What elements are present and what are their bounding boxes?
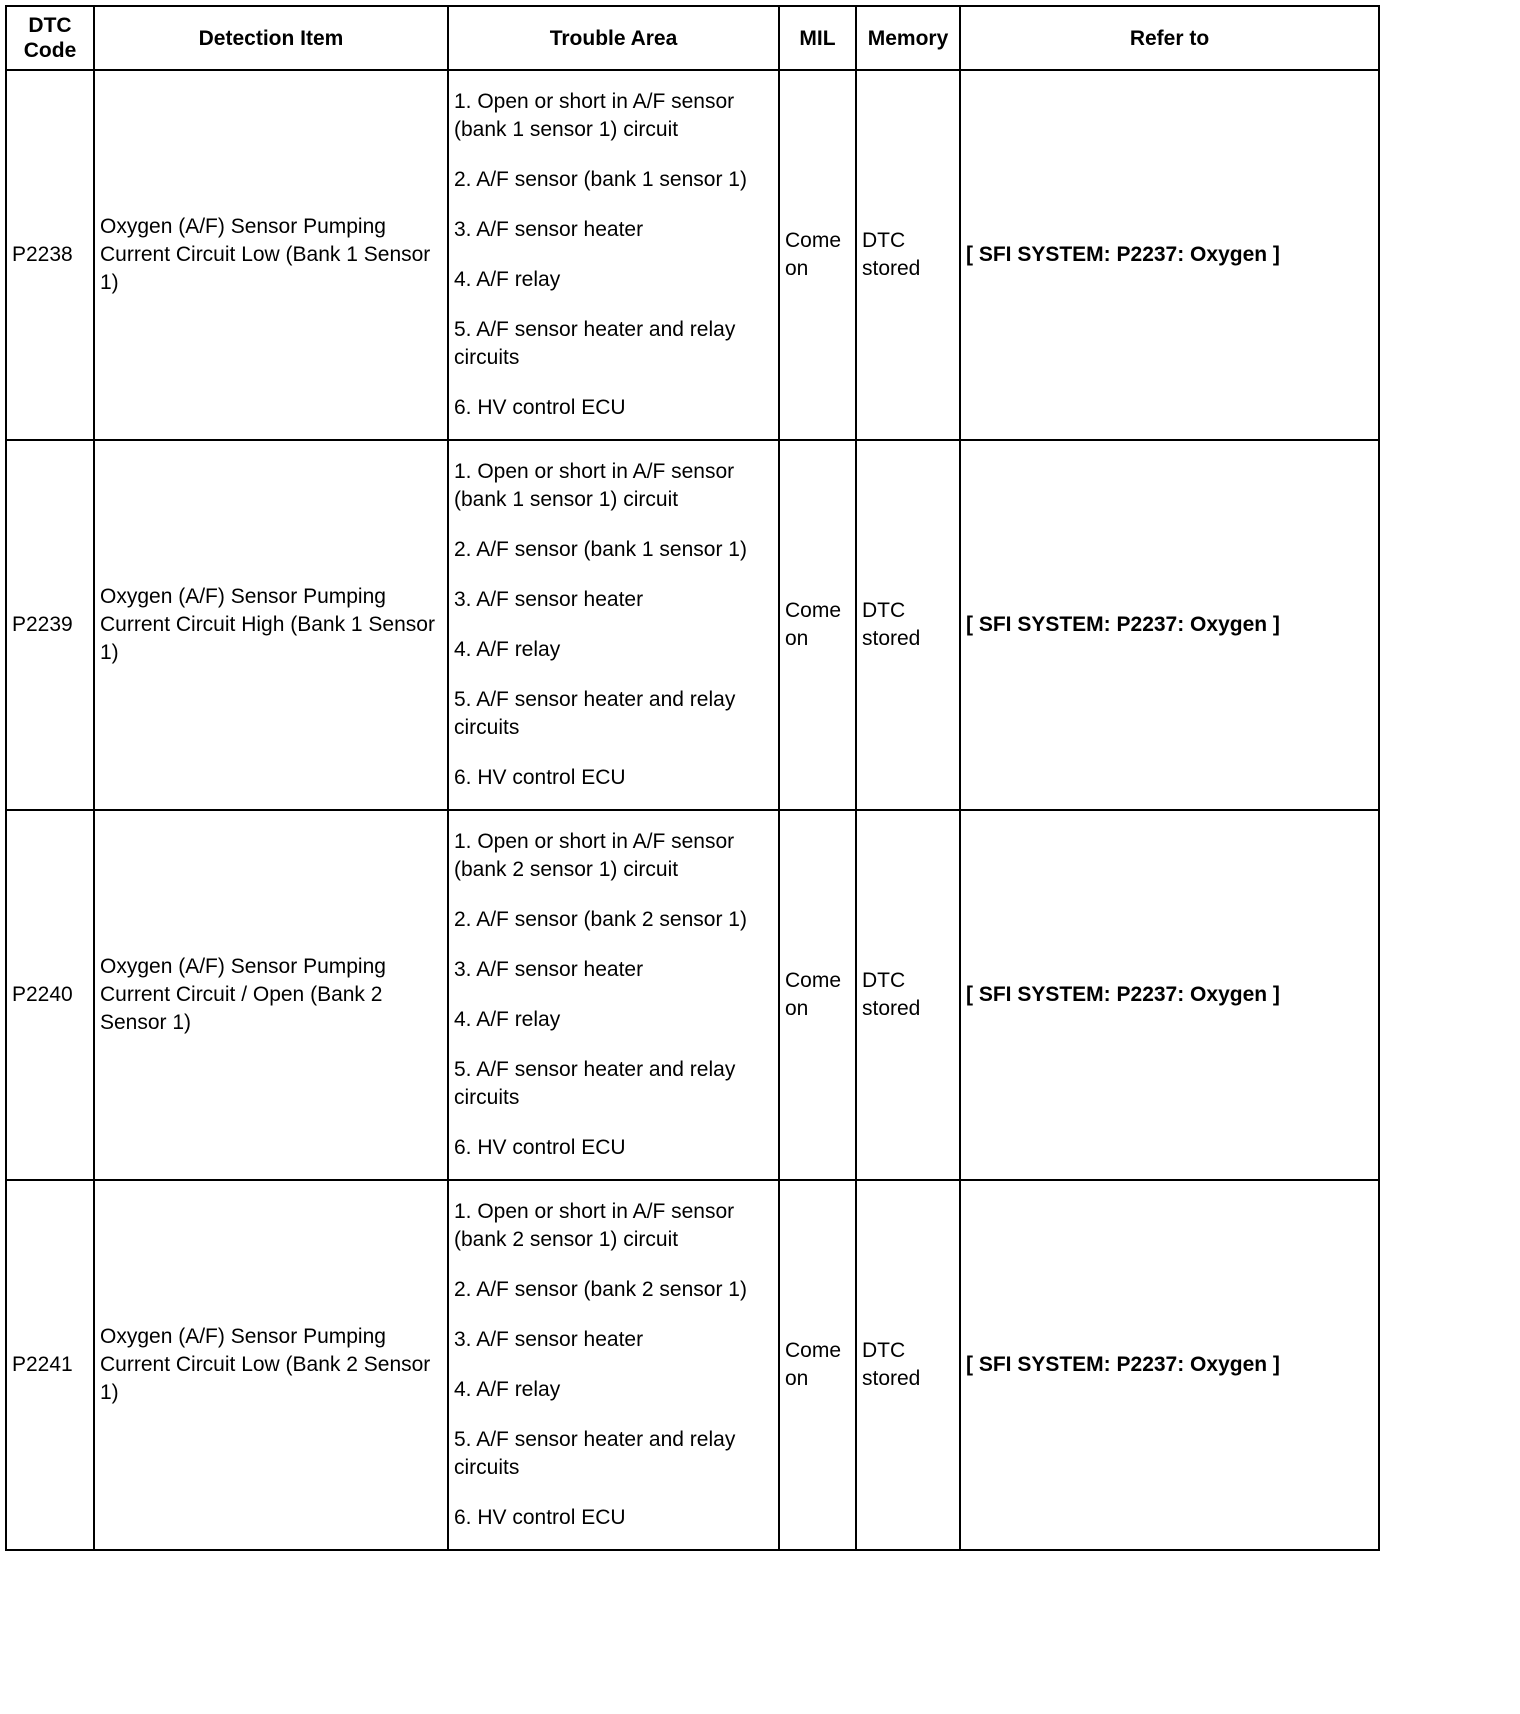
detection-item-cell: Oxygen (A/F) Sensor Pumping Current Circuit High (Bank 1 Sensor 1) [94, 440, 448, 810]
header-refer-to: Refer to [960, 6, 1379, 70]
header-memory: Memory [856, 6, 960, 70]
trouble-area-item: 5. A/F sensor heater and relay circuits [454, 1428, 736, 1479]
memory-cell: DTC stored [856, 440, 960, 810]
trouble-area-item: 2. A/F sensor (bank 2 sensor 1) [454, 1278, 747, 1301]
trouble-area-item: 6. HV control ECU [454, 766, 626, 789]
mil-cell: Come on [779, 70, 856, 440]
trouble-area-item: 4. A/F relay [454, 268, 561, 291]
detection-item-cell: Oxygen (A/F) Sensor Pumping Current Circuit Low (Bank 1 Sensor 1) [94, 70, 448, 440]
table-row [6, 70, 1379, 440]
trouble-area-item: 6. HV control ECU [454, 1506, 626, 1529]
trouble-area-item: 1. Open or short in A/F sensor (bank 1 sensor 1) circuit [454, 460, 735, 511]
trouble-area-list [454, 828, 773, 1162]
trouble-area-item: 4. A/F relay [454, 638, 561, 661]
table-row [6, 1180, 1379, 1550]
header-dtc-code: DTC Code [6, 6, 94, 70]
dtc-code-cell: P2241 [6, 1180, 94, 1550]
header-detection-item: Detection Item [94, 6, 448, 70]
trouble-area-item: 5. A/F sensor heater and relay circuits [454, 688, 736, 739]
refer-to-link[interactable]: [ SFI SYSTEM: P2237: Oxygen ] [960, 70, 1379, 440]
header-mil: MIL [779, 6, 856, 70]
trouble-area-item: 1. Open or short in A/F sensor (bank 1 sensor 1) circuit [454, 90, 735, 141]
trouble-area-cell [448, 1180, 779, 1550]
trouble-area-item: 3. A/F sensor heater [454, 1328, 644, 1351]
mil-cell: Come on [779, 440, 856, 810]
dtc-table [5, 5, 1380, 1551]
detection-item-cell: Oxygen (A/F) Sensor Pumping Current Circuit / Open (Bank 2 Sensor 1) [94, 810, 448, 1180]
trouble-area-list [454, 88, 773, 422]
trouble-area-list [454, 1198, 773, 1532]
refer-to-link[interactable]: [ SFI SYSTEM: P2237: Oxygen ] [960, 440, 1379, 810]
trouble-area-item: 3. A/F sensor heater [454, 218, 644, 241]
dtc-code-cell: P2238 [6, 70, 94, 440]
trouble-area-item: 5. A/F sensor heater and relay circuits [454, 1058, 736, 1109]
trouble-area-item: 6. HV control ECU [454, 1136, 626, 1159]
table-row [6, 810, 1379, 1180]
trouble-area-item: 2. A/F sensor (bank 2 sensor 1) [454, 908, 747, 931]
dtc-code-cell: P2239 [6, 440, 94, 810]
table-row [6, 440, 1379, 810]
trouble-area-cell [448, 70, 779, 440]
trouble-area-item: 2. A/F sensor (bank 1 sensor 1) [454, 538, 747, 561]
trouble-area-list [454, 458, 773, 792]
refer-to-link[interactable]: [ SFI SYSTEM: P2237: Oxygen ] [960, 810, 1379, 1180]
trouble-area-item: 5. A/F sensor heater and relay circuits [454, 318, 736, 369]
dtc-code-cell: P2240 [6, 810, 94, 1180]
header-row [6, 6, 1379, 70]
trouble-area-item: 3. A/F sensor heater [454, 588, 644, 611]
trouble-area-item: 2. A/F sensor (bank 1 sensor 1) [454, 168, 747, 191]
detection-item-cell: Oxygen (A/F) Sensor Pumping Current Circuit Low (Bank 2 Sensor 1) [94, 1180, 448, 1550]
trouble-area-item: 4. A/F relay [454, 1378, 561, 1401]
mil-cell: Come on [779, 810, 856, 1180]
trouble-area-item: 4. A/F relay [454, 1008, 561, 1031]
trouble-area-cell [448, 440, 779, 810]
trouble-area-item: 6. HV control ECU [454, 396, 626, 419]
refer-to-link[interactable]: [ SFI SYSTEM: P2237: Oxygen ] [960, 1180, 1379, 1550]
trouble-area-item: 1. Open or short in A/F sensor (bank 2 sensor 1) circuit [454, 1200, 735, 1251]
memory-cell: DTC stored [856, 1180, 960, 1550]
mil-cell: Come on [779, 1180, 856, 1550]
trouble-area-item: 1. Open or short in A/F sensor (bank 2 sensor 1) circuit [454, 830, 735, 881]
trouble-area-cell [448, 810, 779, 1180]
trouble-area-item: 3. A/F sensor heater [454, 958, 644, 981]
memory-cell: DTC stored [856, 810, 960, 1180]
memory-cell: DTC stored [856, 70, 960, 440]
header-trouble-area: Trouble Area [448, 6, 779, 70]
